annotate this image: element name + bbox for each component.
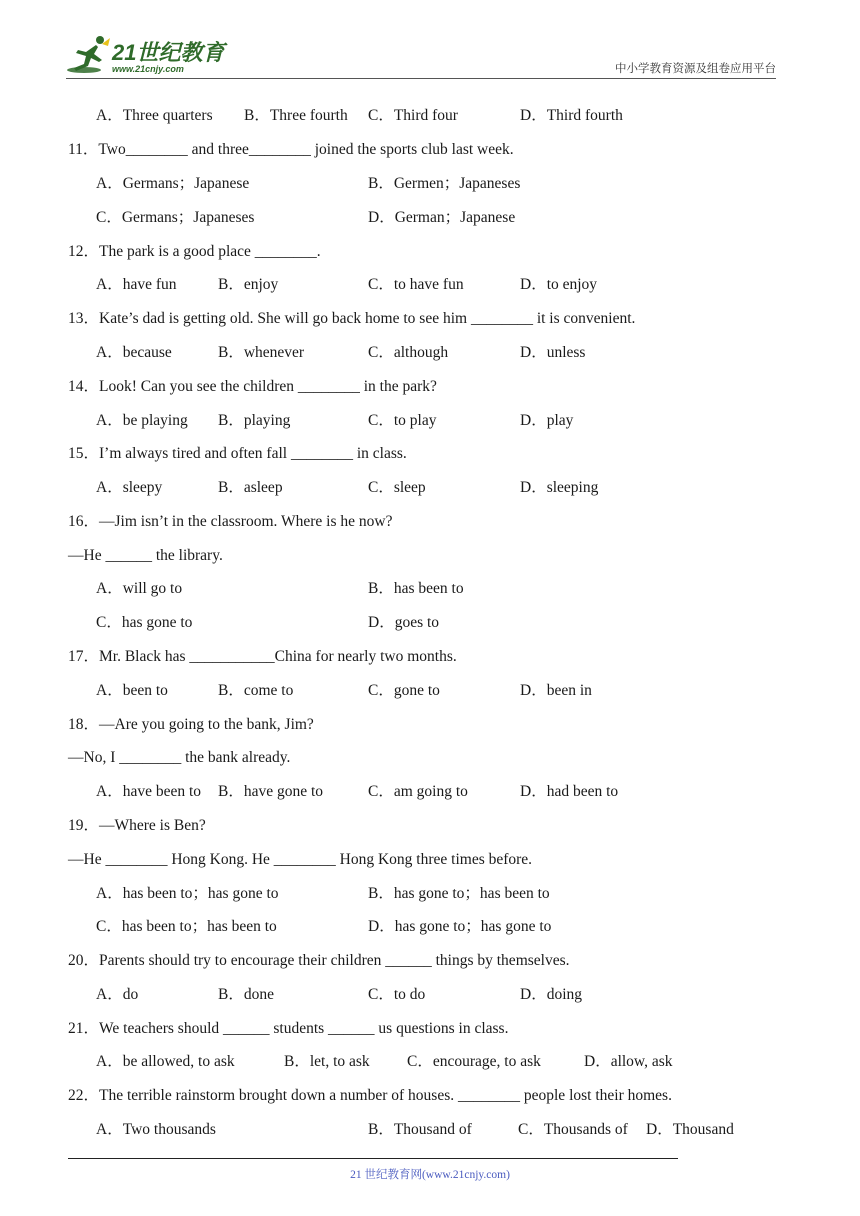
answer-option: D．allow, ask (584, 1053, 673, 1070)
answer-option: B．whenever (218, 344, 305, 361)
answer-option: A．will go to (96, 580, 183, 597)
question-text: 16．—Jim isn’t in the classroom. Where is he now? (68, 513, 393, 530)
question-text: —He ______ the library. (68, 547, 223, 564)
question-text: —He ________ Hong Kong. He ________ Hong Kong three times before. (68, 851, 533, 868)
answer-option: D．unless (520, 344, 586, 361)
answer-option: C．am going to (368, 783, 468, 800)
footer-divider (68, 1158, 678, 1159)
question-text: 20．Parents should try to encourage their children ______ things by themselves. (68, 952, 570, 969)
answer-option: D．goes to (368, 614, 440, 631)
platform-title: 中小学教育资源及组卷应用平台 (615, 61, 776, 75)
answer-option: B．enjoy (218, 276, 279, 293)
question-text: 21．We teachers should ______ students ______ us questions in class. (68, 1020, 509, 1037)
logo-url: www.21cnjy.com (112, 64, 184, 74)
answer-option: A．be allowed, to ask (96, 1053, 235, 1070)
answer-option: D．had been to (520, 783, 619, 800)
answer-option: D．Thousand (646, 1121, 734, 1138)
answer-option: D．German；Japanese (368, 209, 516, 226)
answer-option: B．Germen；Japaneses (368, 175, 521, 192)
answer-option: B．let, to ask (284, 1053, 370, 1070)
answer-option: A．have been to (96, 783, 202, 800)
answer-option: B．has gone to；has been to (368, 885, 550, 902)
question-text: 19．—Where is Ben? (68, 817, 206, 834)
answer-option: D．sleeping (520, 479, 599, 496)
question-text: 15．I’m always tired and often fall ________ in class. (68, 445, 407, 462)
answer-option: C．has been to；has been to (96, 918, 277, 935)
answer-option: B．come to (218, 682, 294, 699)
answer-option: D．play (520, 412, 574, 429)
header-divider (66, 78, 776, 79)
answer-option: C．gone to (368, 682, 440, 699)
answer-option: D．to enjoy (520, 276, 598, 293)
answer-option: C．although (368, 344, 449, 361)
answer-option: A．has been to；has gone to (96, 885, 279, 902)
answer-option: D．doing (520, 986, 583, 1003)
answer-option: C．sleep (368, 479, 426, 496)
answer-option: C．Third four (368, 107, 458, 124)
answer-option: C．to play (368, 412, 437, 429)
answer-option: A．Germans；Japanese (96, 175, 250, 192)
answer-option: C．to do (368, 986, 426, 1003)
question-text: 22．The terrible rainstorm brought down a number of houses. ________ people lost their homes. (68, 1087, 672, 1104)
question-text: 17．Mr. Black has ___________China for nearly two months. (68, 648, 457, 665)
answer-option: C．Germans；Japaneses (96, 209, 255, 226)
answer-option: D．has gone to；has gone to (368, 918, 552, 935)
answer-option: A．have fun (96, 276, 177, 293)
answer-option: A．because (96, 344, 172, 361)
answer-option: B．playing (218, 412, 291, 429)
question-text: 12．The park is a good place ________. (68, 243, 321, 260)
question-text: 14．Look! Can you see the children ________ in the park? (68, 378, 437, 395)
answer-option: B．have gone to (218, 783, 324, 800)
footer-text: 21 世纪教育网(www.21cnjy.com) (350, 1169, 510, 1181)
answer-option: A．do (96, 986, 139, 1003)
question-text: 13．Kate’s dad is getting old. She will go back home to see him ________ it is convenient. (68, 310, 636, 327)
answer-option: D．been in (520, 682, 592, 699)
answer-option: A．Two thousands (96, 1121, 216, 1138)
answer-option: B．done (218, 986, 274, 1003)
answer-option: A．Three quarters (96, 107, 213, 124)
answer-option: D．Third fourth (520, 107, 623, 124)
answer-option: C．Thousands of (518, 1121, 628, 1138)
page-header (66, 30, 776, 78)
question-text: 11．Two________ and three________ joined the sports club last week. (68, 141, 514, 158)
answer-option: C．to have fun (368, 276, 464, 293)
answer-option: A．sleepy (96, 479, 163, 496)
question-text: —No, I ________ the bank already. (68, 749, 291, 766)
answer-option: B．asleep (218, 479, 283, 496)
answer-option: B．Three fourth (244, 107, 348, 124)
answer-option: C．has gone to (96, 614, 193, 631)
logo (66, 34, 236, 76)
answer-option: A．be playing (96, 412, 188, 429)
answer-option: C．encourage, to ask (407, 1053, 541, 1070)
runner-logo-icon (66, 34, 112, 76)
logo-text: 21世纪教育 (112, 40, 225, 65)
answer-option: B．Thousand of (368, 1121, 472, 1138)
question-text: 18．—Are you going to the bank, Jim? (68, 716, 314, 733)
answer-option: B．has been to (368, 580, 464, 597)
answer-option: A．been to (96, 682, 168, 699)
